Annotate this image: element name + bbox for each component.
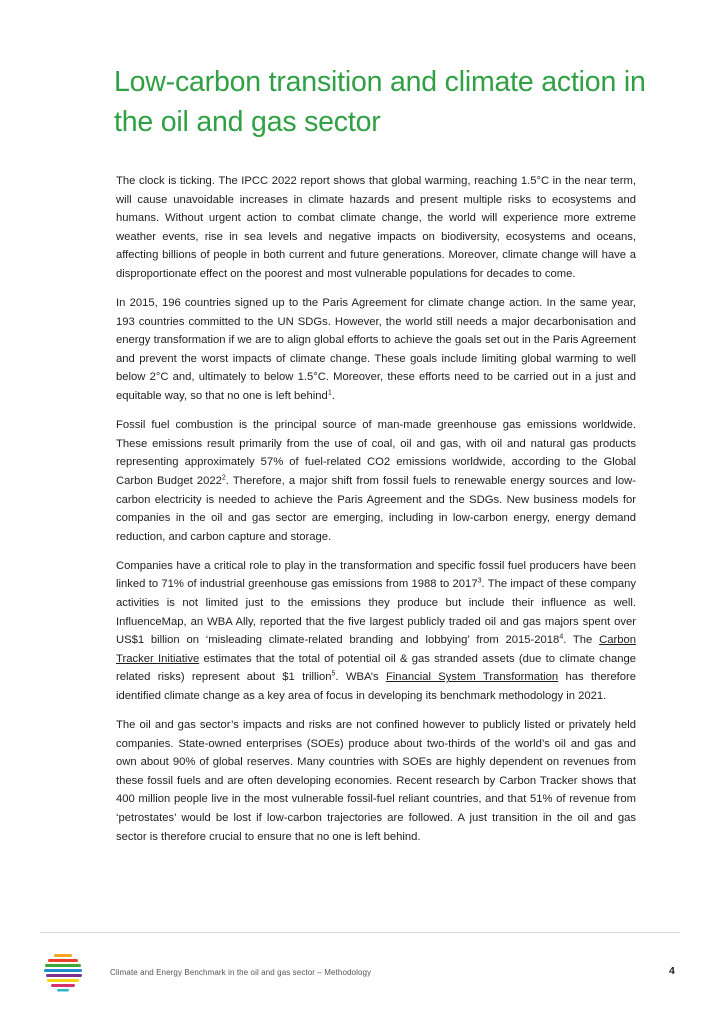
footnote-ref-5[interactable]: 5 [331,670,336,678]
footnote-ref-4[interactable]: 4 [559,633,564,641]
paragraph-text: estimates that the total of potential oil & gas stranded assets (due to climate change related risks) represent about $1 trillion [116,652,637,684]
logo-stripe [57,989,69,992]
page-title: Low-carbon transition and climate action in the oil and gas sector [114,66,646,138]
paragraph-text: . [331,390,335,403]
logo-stripe [44,969,82,972]
paragraph-text: The oil and gas sector’s impacts and risks are not confined however to publicly listed or privately held companies. State-owned enterprises (SOEs) produce about two-thirds of the world’s oil and gas and own about 90% of global reserves. Many countries with SOEs are highly dependent on revenues from these fossil fuels and are often developing economies. Recent research by Carbon Tracker shows that 400 million people live in the most vulnerable fossil-fuel reliant countries, and that 51% of revenue from ‘petrostates’ would be lost if low-carbon trajectories are followed. A just transition in the oil and gas sector is therefore crucial to ensure that no one is left behind. [116,719,636,843]
paragraph-5 [116,716,636,846]
paragraph-text: . WBA’s [335,671,386,684]
logo-stripe [51,984,75,987]
logo-stripe [45,964,81,967]
footer-divider [40,932,680,933]
footer-title: Climate and Energy Benchmark in the oil and gas sector – Methodology [110,968,372,977]
page-number: 4 [669,965,675,977]
paragraph-text: Fossil fuel combustion is the principal source of man-made greenhouse gas emissions worldwide. These emissions result primarily from the use of coal, oil and gas, with oil and natural gas products representing approximately 57% of fuel-related CO2 emissions worldwide, according to the Global Carbon Budget 2022 [116,419,636,487]
logo-stripe [47,979,79,982]
logo-stripe [46,974,82,977]
paragraph-1 [116,172,636,284]
paragraph-4 [116,557,636,706]
paragraph-3 [116,416,636,546]
footnote-ref-1[interactable]: 1 [327,389,332,397]
paragraph-text: . The impact of these company activities is not limited just to the emissions they produce but include their influence as well. InfluenceMap, an WBA Ally, reported that the five largest publicly traded oil and gas majors spent over US$1 billion on ‘misleading climate-related branding and lobbying’ from 2015-2018 [116,578,637,647]
paragraph-text: . The [563,634,600,647]
financial-system-transformation-link[interactable]: Financial System Transformation [385,671,559,684]
wba-logo-icon [44,952,84,992]
paragraph-text: has therefore identified climate change as a key area of focus in developing its benchmark methodology in 2021. [116,671,637,702]
paragraph-2 [116,294,636,406]
logo-stripe [54,954,72,957]
footnote-ref-3[interactable]: 3 [477,577,482,585]
body-text [116,172,636,857]
logo-stripe [48,959,78,962]
paragraph-text: Companies have a critical role to play in the transformation and specific fossil fuel producers have been linked to 71% of industrial greenhouse gas emissions from 1988 to 2017 [116,559,636,591]
paragraph-text: . Therefore, a major shift from fossil fuels to renewable energy sources and low-carbon electricity is needed to achieve the Paris Agreement and the SDGs. New business models for companies in the oil and gas sector are emerging, including in low-carbon energy, energy demand reduction, and carbon capture and storage. [116,474,636,543]
carbon-tracker-link[interactable]: Carbon Tracker Initiative [116,634,636,665]
footnote-ref-2[interactable]: 2 [221,474,226,482]
paragraph-text: In 2015, 196 countries signed up to the Paris Agreement for climate change action. In the same year, 193 countries committed to the UN SDGs. However, the world still needs a major decarbonisation and energy transformation if we are to align global efforts to achieve the goals set out in the Paris Agreement and prevent the worst impacts of climate change. These goals include limiting global warming to well below 2°C and, ultimately to below 1.5°C. Moreover, these efforts need to be carried out in a just and equitable way, so that no one is left behind [116,297,636,403]
paragraph-text: The clock is ticking. The IPCC 2022 report shows that global warming, reaching 1.5°C in the near term, will cause unavoidable increases in climate hazards and present multiple risks to ecosystems and humans. Without urgent action to combat climate change, the world will experience more extreme weather events, rise in sea levels and negative impacts on biodiversity, ecosystems and oceans, affecting billions of people in both current and future generations. Moreover, climate change will have a disproportionate effect on the poorest and most vulnerable populations for decades to come. [116,175,636,280]
